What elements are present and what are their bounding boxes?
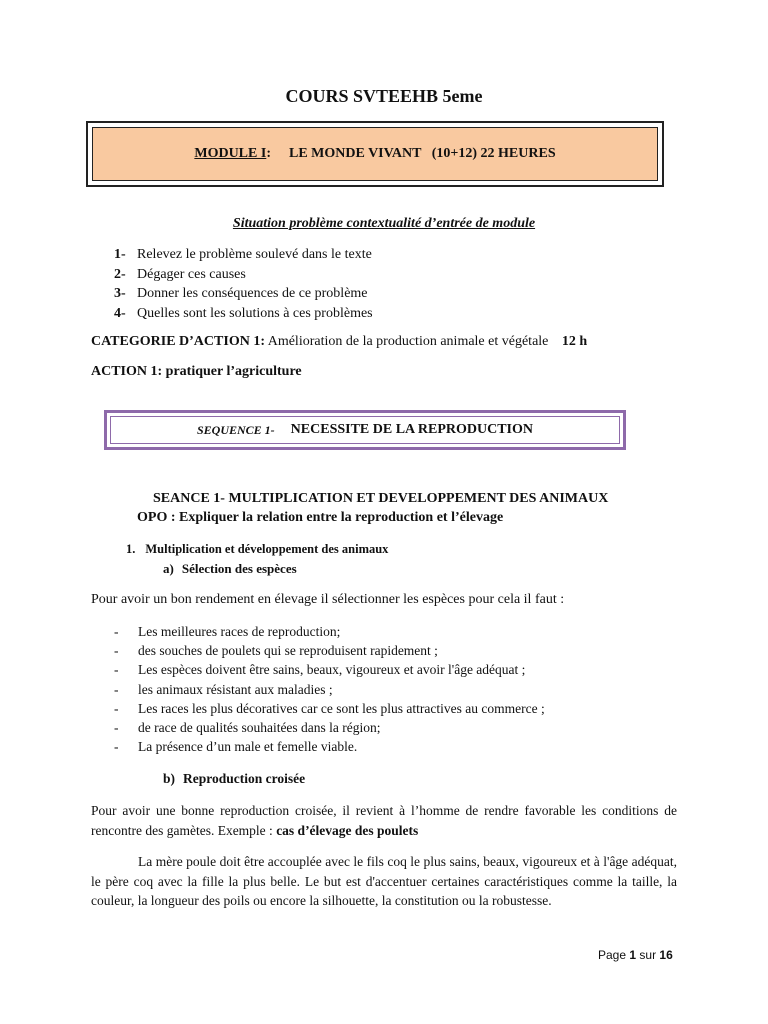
question-item: [114, 304, 373, 324]
opo-line: OPO : Expliquer la relation entre la reproduction et l’élevage: [137, 510, 504, 525]
categorie-text: Amélioration de la production animale et végétale: [267, 334, 549, 349]
section-number: 1.: [126, 542, 136, 556]
footer-prefix: Page: [598, 948, 627, 962]
list-text: La présence d’un male et femelle viable.: [138, 739, 358, 755]
module-banner: [92, 127, 658, 181]
sequence-label: SEQUENCE 1-: [196, 422, 275, 437]
sequence-title: NECESSITE DE LA REPRODUCTION: [290, 422, 534, 437]
list-dash: -: [114, 700, 119, 716]
question-list: [114, 245, 373, 323]
section-title: Multiplication et développement des animaux: [145, 542, 389, 556]
list-dash: -: [114, 643, 119, 659]
module-sep: :: [266, 146, 271, 161]
list-text: Les meilleures races de reproduction;: [138, 624, 341, 639]
question-text: Quelles sont les solutions à ces problèmes: [137, 305, 373, 321]
sequence-banner: [110, 416, 620, 444]
question-text: Donner les conséquences de ce problème: [137, 286, 368, 301]
list-item: [114, 660, 545, 679]
section-1-heading: [126, 542, 388, 557]
paragraph-reproduction: [91, 801, 677, 840]
section-a-heading: [163, 561, 297, 577]
situation-title: Situation problème contextualité d’entrée de module: [232, 216, 536, 231]
page-number: [598, 948, 673, 962]
section-b-heading: [163, 771, 305, 787]
list-text: de race de qualités souhaitées dans la région;: [138, 720, 381, 736]
bullet-list: [114, 622, 545, 756]
categorie-label: CATEGORIE D’ACTION 1:: [91, 334, 265, 349]
list-item: [114, 699, 545, 718]
list-text: les animaux résistant aux maladies ;: [138, 681, 333, 697]
paragraph-example-detail: La mère poule doit être accouplée avec le fils coq le plus sains, beaux, vigoureux et à l'âge adéquat, le père coq avec la fille la plus belle. Le but est d'accentuer certaines caractéristiques comme la taille, la couleur, la longueur des poils ou encore la silhouette, la constitution ou la robustesse.: [91, 854, 677, 908]
sequence-box: [104, 410, 626, 450]
list-item: [114, 622, 545, 641]
seance-heading: SEANCE 1- MULTIPLICATION ET DEVELOPPEMENT DES ANIMAUX: [153, 491, 609, 506]
paragraph-example: cas d’élevage des poulets: [276, 822, 419, 838]
list-dash: -: [114, 624, 119, 639]
section-title: Reproduction croisée: [183, 771, 306, 786]
list-dash: -: [114, 720, 119, 736]
paragraph-intro: Pour avoir un bon rendement en élevage il sélectionner les espèces pour cela il faut :: [91, 592, 565, 607]
question-item: [114, 245, 373, 265]
module-box: [86, 121, 664, 187]
question-text: Relevez le problème soulevé dans le texte: [137, 247, 372, 262]
page-title: COURS SVTEEHB 5eme: [285, 86, 483, 106]
question-number: 1-: [114, 247, 126, 262]
list-text: Les races les plus décoratives car ce sont les plus attractives au commerce ;: [138, 700, 545, 716]
question-number: 3-: [114, 286, 126, 301]
paragraph-text: Pour avoir une bonne reproduction croisée, il revient à l’homme de rendre favorable les conditions de rencontre des gamètes. Exemple :: [91, 803, 677, 838]
list-dash: -: [114, 662, 119, 678]
section-letter: b): [163, 771, 176, 786]
module-label: MODULE I: [194, 146, 267, 161]
list-dash: -: [114, 681, 119, 697]
list-text: des souches de poulets qui se reproduisent rapidement ;: [138, 643, 438, 659]
module-text: LE MONDE VIVANT (10+12) 22 HEURES: [288, 146, 556, 161]
section-letter: a): [163, 561, 174, 576]
categorie-line: [91, 334, 587, 350]
list-item: [114, 737, 545, 756]
question-text: Dégager ces causes: [137, 266, 246, 282]
footer-middle: sur: [639, 948, 657, 962]
list-dash: -: [114, 739, 119, 755]
section-title: Sélection des espèces: [181, 561, 297, 576]
action-line: ACTION 1: pratiquer l’agriculture: [91, 364, 302, 379]
list-item: [114, 680, 545, 699]
categorie-hours: 12 h: [561, 334, 588, 349]
question-number: 4-: [114, 305, 126, 321]
question-number: 2-: [114, 266, 126, 282]
footer-page: 1: [629, 948, 637, 962]
list-item: [114, 718, 545, 737]
list-text: Les espèces doivent être sains, beaux, vigoureux et avoir l'âge adéquat ;: [138, 662, 526, 678]
footer-total: 16: [659, 948, 673, 962]
question-item: [114, 284, 373, 304]
question-item: [114, 265, 373, 285]
list-item: [114, 641, 545, 660]
